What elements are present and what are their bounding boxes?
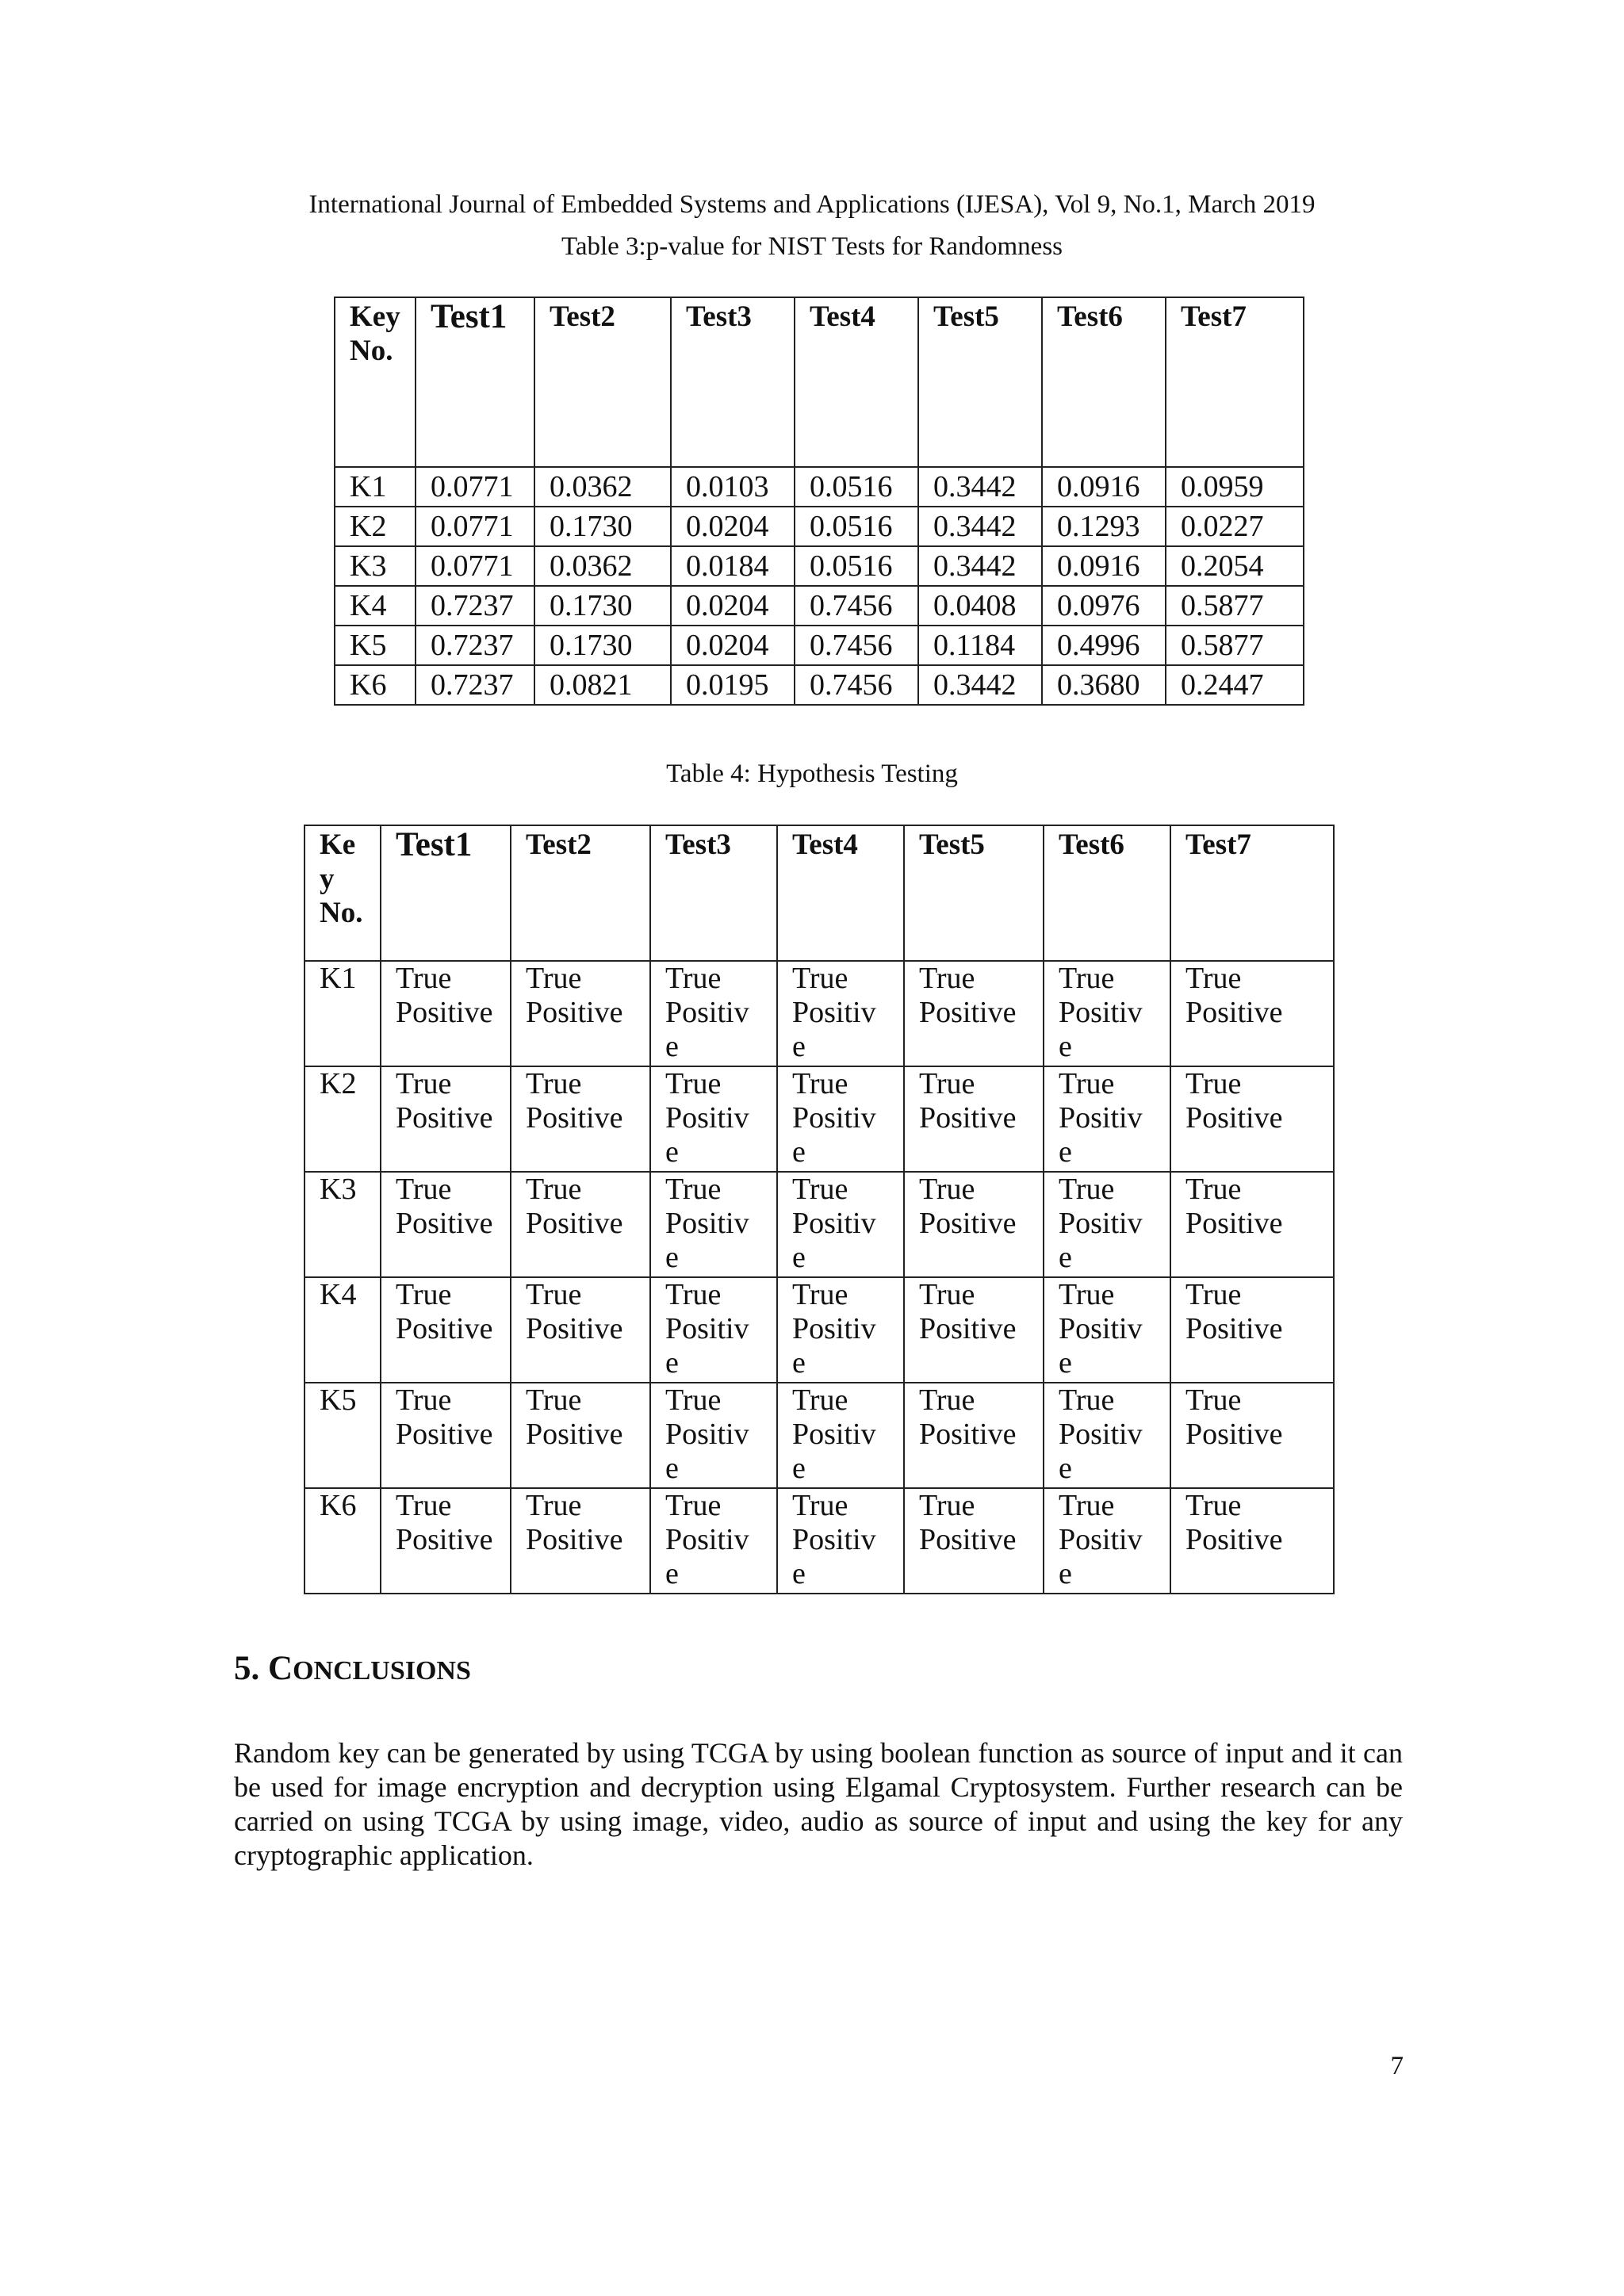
table3-header-cell: Test2 xyxy=(534,297,671,467)
table3-value-cell: 0.7456 xyxy=(795,665,918,705)
table4-header-cell: Test5 xyxy=(904,825,1044,961)
table4-value-cell: True Positiv e xyxy=(650,1277,777,1383)
table4-value-cell: True Positive xyxy=(904,1277,1044,1383)
table3-row xyxy=(335,586,1304,626)
table4-value-cell: True Positive xyxy=(381,1277,511,1383)
table3-value-cell: 0.0195 xyxy=(671,665,795,705)
table4-header-cell: Test4 xyxy=(777,825,904,961)
table4-header-cell: Test6 xyxy=(1044,825,1170,961)
table3-row xyxy=(335,546,1304,586)
table4-header-cell: Ke y No. xyxy=(304,825,381,961)
table3-value-cell: 0.0362 xyxy=(534,467,671,507)
table4-value-cell: True Positiv e xyxy=(777,1277,904,1383)
table4-key-cell: K2 xyxy=(304,1066,381,1172)
table4-key-cell: K1 xyxy=(304,961,381,1066)
table4-value-cell: True Positive xyxy=(1170,961,1334,1066)
table3-value-cell: 0.0204 xyxy=(671,586,795,626)
table4-row xyxy=(304,961,1334,1066)
table3-value-cell: 0.3442 xyxy=(918,546,1042,586)
table3-header-cell: Test3 xyxy=(671,297,795,467)
table4-value-cell: True Positiv e xyxy=(777,1066,904,1172)
table4-value-cell: True Positive xyxy=(381,1488,511,1594)
table4-value-cell: True Positive xyxy=(904,961,1044,1066)
page-number: 7 xyxy=(1390,2052,1404,2080)
table4-value-cell: True Positiv e xyxy=(650,1172,777,1277)
table4-value-cell: True Positive xyxy=(1170,1066,1334,1172)
table3-value-cell: 0.1730 xyxy=(534,507,671,546)
table4-key-cell: K4 xyxy=(304,1277,381,1383)
table3-value-cell: 0.2447 xyxy=(1166,665,1304,705)
table3-header-row xyxy=(335,297,1304,467)
table3-value-cell: 0.0916 xyxy=(1042,546,1166,586)
table3-key-cell: K2 xyxy=(335,507,416,546)
table4-row xyxy=(304,1488,1334,1594)
table3-value-cell: 0.1293 xyxy=(1042,507,1166,546)
table3-row xyxy=(335,626,1304,665)
table3-value-cell: 0.0771 xyxy=(416,546,534,586)
table3-header-cell: Test1 xyxy=(416,297,534,467)
table3-header-cell: Test6 xyxy=(1042,297,1166,467)
table3-value-cell: 0.1184 xyxy=(918,626,1042,665)
table3-caption: Table 3:p-value for NIST Tests for Randomness xyxy=(561,232,1063,261)
table3-value-cell: 0.0516 xyxy=(795,546,918,586)
table4-value-cell: True Positiv e xyxy=(1044,1488,1170,1594)
table3-key-cell: K4 xyxy=(335,586,416,626)
table3-value-cell: 0.0184 xyxy=(671,546,795,586)
section-title-rest: ONCLUSIONS xyxy=(293,1656,471,1686)
section-heading xyxy=(234,1649,471,1688)
table4-value-cell: True Positive xyxy=(381,1066,511,1172)
table3-key-cell: K5 xyxy=(335,626,416,665)
table3-value-cell: 0.0204 xyxy=(671,626,795,665)
table4-header-row xyxy=(304,825,1334,961)
table3-value-cell: 0.3680 xyxy=(1042,665,1166,705)
table3-header-cell: Test4 xyxy=(795,297,918,467)
table4-value-cell: True Positive xyxy=(1170,1172,1334,1277)
table4-value-cell: True Positive xyxy=(1170,1277,1334,1383)
table4-value-cell: True Positive xyxy=(904,1383,1044,1488)
table4-header-cell: Test7 xyxy=(1170,825,1334,961)
table4-value-cell: True Positiv e xyxy=(1044,1383,1170,1488)
table4-value-cell: True Positive xyxy=(381,1383,511,1488)
table3-value-cell: 0.7237 xyxy=(416,586,534,626)
table3-value-cell: 0.3442 xyxy=(918,665,1042,705)
table4-row xyxy=(304,1066,1334,1172)
table3-row xyxy=(335,467,1304,507)
section-number: 5. xyxy=(234,1650,260,1687)
table4-row xyxy=(304,1277,1334,1383)
table3-value-cell: 0.0821 xyxy=(534,665,671,705)
table4-value-cell: True Positiv e xyxy=(650,1383,777,1488)
table4-value-cell: True Positiv e xyxy=(1044,1277,1170,1383)
table3-value-cell: 0.0408 xyxy=(918,586,1042,626)
table3-value-cell: 0.2054 xyxy=(1166,546,1304,586)
table3-value-cell: 0.5877 xyxy=(1166,626,1304,665)
table3-value-cell: 0.3442 xyxy=(918,467,1042,507)
table4-row xyxy=(304,1383,1334,1488)
table4-value-cell: True Positive xyxy=(1170,1383,1334,1488)
table3-header-cell: Test7 xyxy=(1166,297,1304,467)
table4-hypothesis xyxy=(304,825,1335,1594)
table4-value-cell: True Positiv e xyxy=(777,961,904,1066)
table3-header-cell: Key No. xyxy=(335,297,416,467)
table4-value-cell: True Positiv e xyxy=(777,1172,904,1277)
table4-value-cell: True Positive xyxy=(381,1172,511,1277)
table3-value-cell: 0.1730 xyxy=(534,626,671,665)
table4-value-cell: True Positive xyxy=(511,1066,650,1172)
table3-key-cell: K3 xyxy=(335,546,416,586)
table4-value-cell: True Positive xyxy=(511,961,650,1066)
table4-value-cell: True Positive xyxy=(511,1488,650,1594)
table4-key-cell: K3 xyxy=(304,1172,381,1277)
table3-value-cell: 0.0771 xyxy=(416,507,534,546)
table4-value-cell: True Positiv e xyxy=(1044,1172,1170,1277)
table4-header-cell: Test1 xyxy=(381,825,511,961)
table3-value-cell: 0.7237 xyxy=(416,626,534,665)
table3-value-cell: 0.0916 xyxy=(1042,467,1166,507)
section-initial: C xyxy=(268,1650,293,1687)
table3-value-cell: 0.5877 xyxy=(1166,586,1304,626)
table4-value-cell: True Positiv e xyxy=(650,1488,777,1594)
table4-value-cell: True Positiv e xyxy=(1044,1066,1170,1172)
table3-key-cell: K6 xyxy=(335,665,416,705)
table3-row xyxy=(335,507,1304,546)
table3-value-cell: 0.3442 xyxy=(918,507,1042,546)
table3-value-cell: 0.0959 xyxy=(1166,467,1304,507)
table4-key-cell: K6 xyxy=(304,1488,381,1594)
table4-value-cell: True Positiv e xyxy=(650,1066,777,1172)
table4-value-cell: True Positive xyxy=(904,1488,1044,1594)
table4-value-cell: True Positive xyxy=(904,1172,1044,1277)
table3-value-cell: 0.0362 xyxy=(534,546,671,586)
table3-value-cell: 0.7456 xyxy=(795,586,918,626)
table3-value-cell: 0.4996 xyxy=(1042,626,1166,665)
table3-value-cell: 0.1730 xyxy=(534,586,671,626)
table3-value-cell: 0.0227 xyxy=(1166,507,1304,546)
table4-header-cell: Test2 xyxy=(511,825,650,961)
table3-key-cell: K1 xyxy=(335,467,416,507)
table3-value-cell: 0.0976 xyxy=(1042,586,1166,626)
table4-value-cell: True Positive xyxy=(511,1277,650,1383)
table4-value-cell: True Positiv e xyxy=(1044,961,1170,1066)
table4-value-cell: True Positive xyxy=(381,961,511,1066)
table4-caption: Table 4: Hypothesis Testing xyxy=(666,760,958,788)
table3-header-cell: Test5 xyxy=(918,297,1042,467)
table4-value-cell: True Positiv e xyxy=(777,1488,904,1594)
running-header: International Journal of Embedded Systems and Applications (IJESA), Vol 9, No.1, March 2019 xyxy=(308,190,1316,219)
table3-value-cell: 0.0204 xyxy=(671,507,795,546)
table4-value-cell: True Positive xyxy=(511,1383,650,1488)
table4-value-cell: True Positiv e xyxy=(650,961,777,1066)
table4-value-cell: True Positive xyxy=(1170,1488,1334,1594)
table3-value-cell: 0.7456 xyxy=(795,626,918,665)
table3-value-cell: 0.0516 xyxy=(795,467,918,507)
table4-value-cell: True Positive xyxy=(511,1172,650,1277)
table3-value-cell: 0.0516 xyxy=(795,507,918,546)
table3-value-cell: 0.0771 xyxy=(416,467,534,507)
table3-row xyxy=(335,665,1304,705)
conclusion-paragraph: Random key can be generated by using TCGA by using boolean function as source of input and it can be used for image encryption and decryption using Elgamal Cryptosystem. Further research can be carried on using TCGA by using image, video, audio as source of input and using the key for any cryptographic application. xyxy=(234,1737,1403,1871)
table3-value-cell: 0.0103 xyxy=(671,467,795,507)
table4-value-cell: True Positiv e xyxy=(777,1383,904,1488)
table3-pvalues xyxy=(334,297,1304,706)
table3-value-cell: 0.7237 xyxy=(416,665,534,705)
table4-value-cell: True Positive xyxy=(904,1066,1044,1172)
table4-row xyxy=(304,1172,1334,1277)
table4-key-cell: K5 xyxy=(304,1383,381,1488)
table4-header-cell: Test3 xyxy=(650,825,777,961)
